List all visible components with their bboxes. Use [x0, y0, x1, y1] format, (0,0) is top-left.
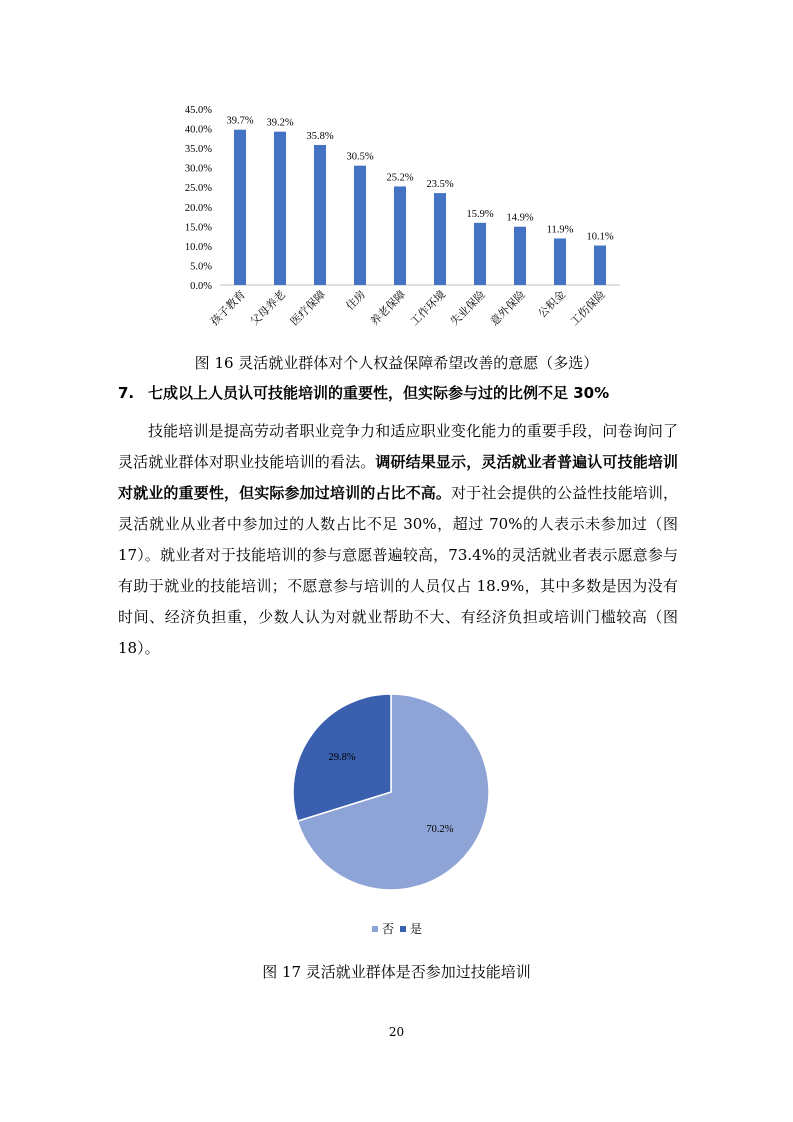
bar-value-label: 39.7%	[226, 115, 254, 127]
paragraph-text-2: 对于社会提供的公益性技能培训，灵活就业从业者中参加过的人数占比不足 30%，超过 70%的人表示未参加过（图 17）。就业者对于技能培训的参与意愿普遍较高，73.4%的灵活就业者表示愿意参与有助于就业的技能培训；不愿意参与培训的人员仅占 18.9%，其中多数是因为没有时间、经济负担重，少数人认为对就业帮助不大、有经济负担或培训门槛较高（图 18）。	[118, 484, 678, 657]
y-tick-label: 25.0%	[184, 183, 212, 195]
bar	[274, 132, 286, 285]
bar-value-label: 35.8%	[306, 130, 334, 142]
figure-16-caption: 图 16 灵活就业群体对个人权益保障希望改善的意愿（多选）	[194, 354, 599, 372]
bar-value-label: 15.9%	[466, 208, 494, 220]
figure-17-caption: 图 17 灵活就业群体是否参加过技能培训	[262, 963, 531, 981]
bar-chart	[160, 98, 640, 348]
legend-swatch	[400, 926, 406, 932]
bar	[554, 238, 566, 285]
page-number: 20	[388, 1025, 405, 1039]
bar-value-label: 14.9%	[506, 212, 534, 224]
pie-chart	[280, 685, 520, 955]
x-tick-label: 工作环境	[407, 287, 449, 329]
section-title: 七成以上人员认可技能培训的重要性，但实际参与过的比例不足 30%	[148, 384, 610, 402]
y-tick-label: 45.0%	[184, 105, 212, 116]
bar-value-label: 23.5%	[426, 179, 454, 191]
paragraph-text-1: 技能培训是提高劳动者职业竞争力和适应职业变化能力的重要手段，问卷询问了灵活就业群体对职业技能培训的看法。	[118, 422, 678, 471]
pie-value-label: 70.2%	[426, 824, 454, 836]
bar-value-label: 10.1%	[586, 231, 614, 243]
y-tick-label: 10.0%	[184, 241, 212, 253]
bar	[394, 186, 406, 285]
bar	[314, 145, 326, 285]
bar	[594, 245, 606, 285]
x-tick-label: 孩子教育	[207, 287, 249, 329]
x-tick-label: 意外保险	[487, 287, 529, 329]
x-tick-label: 公积金	[535, 287, 569, 321]
body-paragraph	[118, 416, 678, 664]
bar-value-label: 25.2%	[386, 172, 414, 184]
y-tick-label: 20.0%	[184, 202, 212, 214]
bar-value-label: 39.2%	[266, 117, 294, 129]
x-tick-label: 父母养老	[247, 287, 289, 329]
bar	[514, 227, 526, 285]
section-heading	[118, 382, 609, 403]
bar-value-label: 30.5%	[346, 151, 374, 163]
y-tick-label: 5.0%	[190, 261, 212, 273]
section-number: 7.	[118, 384, 135, 402]
x-tick-label: 养老保障	[367, 287, 409, 329]
x-tick-label: 医疗保障	[287, 287, 329, 329]
y-tick-label: 35.0%	[184, 144, 212, 156]
y-tick-label: 15.0%	[184, 222, 212, 234]
y-tick-label: 30.0%	[184, 163, 212, 175]
legend-label: 否	[382, 922, 395, 936]
y-tick-label: 0.0%	[190, 281, 212, 292]
bar	[354, 166, 366, 285]
legend-label: 是	[410, 922, 423, 936]
y-tick-label: 40.0%	[184, 124, 212, 136]
x-tick-label: 工伤保险	[567, 287, 609, 329]
bar	[474, 223, 486, 285]
paragraph-bold-text: 调研结果显示，灵活就业者普遍认可技能培训对就业的重要性，但实际参加过培训的占比不高。	[118, 453, 678, 502]
legend-swatch	[372, 926, 378, 932]
x-tick-label: 失业保险	[447, 287, 489, 329]
pie-value-label: 29.8%	[328, 751, 356, 763]
x-tick-label: 住房	[343, 287, 369, 313]
bar	[234, 130, 246, 285]
bar-value-label: 11.9%	[546, 224, 574, 236]
bar	[434, 193, 446, 285]
